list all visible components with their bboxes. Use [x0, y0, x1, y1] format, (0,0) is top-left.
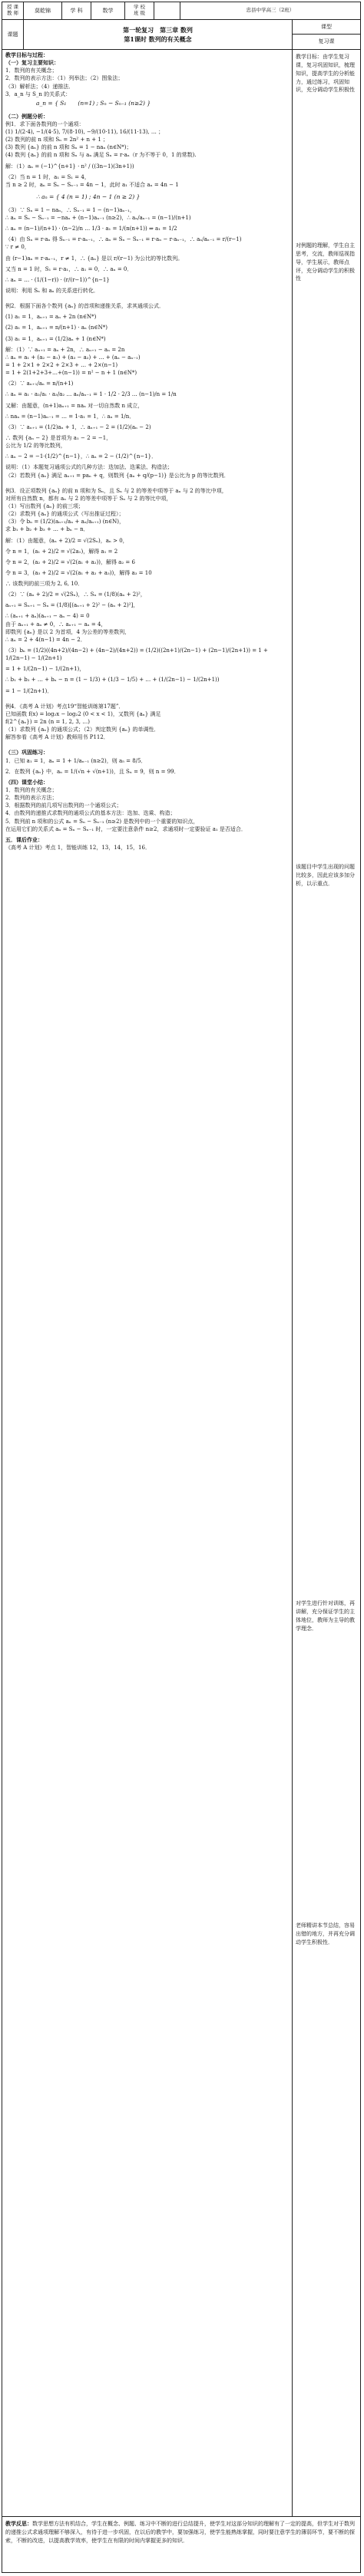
section-2-title: （二）例题分析：: [5, 112, 48, 120]
summary-item: 5．数列前 n 项和的公式 aₙ = Sₙ − Sₙ₋₁ (n≥2) 是数列中的一个重要的知识点，: [5, 818, 199, 825]
ex3-line: （2）求数列 {aₙ} 的通项公式（写出推证过程）；: [5, 511, 124, 518]
ex1-line: (3) 数列 {aₙ} 的前 n 项和 Sₙ = 1 − naₙ (n∈N*)；: [5, 144, 132, 151]
ex1-line: (4) 数列 {aₙ} 的前 n 项和 Sₙ 与 aₙ 满足 Sₙ = r·aₙ（r 为不等于 0，1 的常数).: [5, 152, 197, 159]
header-table: [2, 2, 360, 20]
subject-label: 学 科: [62, 2, 91, 19]
sol2-line: ∴ aₙ = a₁ + (a₂ − a₁) + (a₃ − a₂) + … + (aₙ − aₙ₋₁): [5, 354, 141, 361]
sol2-line: （3）∵ aₙ₊₁ = (1/2)aₙ + 1，∴ aₙ₊₁ − 2 = (1/2)(aₙ − 2): [5, 423, 151, 430]
example-4: [5, 703, 289, 742]
ex1-line: (2) 数列的前 n 项和 Sₙ = 2n² + n + 1 ；: [5, 137, 109, 143]
ex4-line: f(2^{aₙ}) = 2n (n = 1, 2, 3, …): [5, 719, 90, 726]
side-note: 对学生进行针对训练，再讲解，充分保证学生的主体地位，教师为主导的教学理念．: [296, 1600, 355, 1632]
sol1-line: 又当 n = 1 时，S₁ = r·a₁，∴ a₁ = 0，∴ aₙ = 0．: [5, 265, 133, 272]
goals-title: 教学目标与过程：: [5, 51, 48, 58]
lesson-type-value: 复习课: [318, 38, 335, 45]
reflection-text: 数学思想方法有机结合，学生在概念、例题、练习中不断的进行总结提升，使学生对这部分知识的理解有了一定的提高，但学生对于数列的递推公式求通项理解不够深入，有待于进一步巩固，在以后的教学中，要加强练习，使学生能熟练掌握，同时要注意学生的薄弱环节，要不断的探索，不断的改进，以提高教学效率，使学生在有限的时间内掌握更多的知识．: [5, 2521, 355, 2545]
sol3-line: = 1 − 1/(2n+1)．: [5, 687, 53, 694]
sol1-line: ∴ aₙ = { 4 (n = 1) ; 4n − 1 (n ≥ 2) }: [36, 193, 141, 200]
example-2: [5, 302, 289, 343]
sol2-line: 解：（1）∵ aₙ₊₁ = aₙ + 2n，∴ aₙ₊₁ − aₙ = 2n: [5, 346, 125, 353]
sol1-line: （4）由 Sₙ = r·aₙ 得 Sₙ₋₁ = r·aₙ₋₁，∴ aₙ = Sₙ − Sₙ₋₁ = r·aₙ − r·aₙ₋₁，∴ aₙ/aₙ₋₁ = r/(r−1): [5, 236, 242, 243]
ex3-line: 例3．设正项数列 {aₙ} 的前 n 项和为 Sₙ，且 Sₙ 与 2 的等差中项等于 aₙ 与 2 的等比中项，: [5, 487, 227, 494]
summary-list: [5, 786, 289, 833]
sol2-line: 说明：（1）本题复习通项公式的几种方法：迭加法、迭乘法、构造法；: [5, 464, 173, 471]
sol1-line: （3）∵ Sₙ = 1 − naₙ，∴ Sₙ₋₁ = 1 − (n−1)aₙ₋₁，: [5, 206, 135, 213]
summary-item: 2．数列的表示方法；: [5, 795, 58, 802]
solution-1: [5, 163, 289, 295]
ex2-line: 例2．根据下面各个数列 {aₙ} 的首项和递推关系，求其通项公式．: [5, 303, 165, 310]
ex2-line: (3) a₁ = 1，aₙ₊₁ = (1/2)aₙ + 1 (n∈N*): [5, 335, 106, 342]
sol3-line: 即数列 {aₙ} 是以 2 为首项，4 为公差的等差数列，: [5, 628, 131, 635]
sol3-line: 令 n = 2，(a₂ + 2)/2 = √(2(a₁ + a₂))，解得 a₂ = 6: [5, 558, 135, 565]
section-3-title: （三）巩固练习：: [5, 749, 48, 756]
lesson-title-line-1: 第一轮复习 第三章 数列: [123, 26, 193, 34]
lesson-type: [293, 20, 360, 49]
sol3-line: ∴ b₁ + b₂ + … + bₙ − n = (1 − 1/3) + (1/3 − 1/5) + … + (1/(2n−1) − 1/(2n+1)): [5, 677, 220, 684]
header-spacer: [154, 2, 180, 19]
sol2-line: 又解：由题意，(n+1)aₙ₊₁ = naₙ 对一切自然数 n 成立，: [5, 402, 144, 409]
ex3-line: 求 b₁ + b₂ + b₃ + … + bₙ − n．: [5, 526, 89, 533]
sol3-line: （3）bₙ = (1/2)((4n+2)/(4n−2) + (4n−2)/(4n+2)) = (1/2)((2n+1)/(2n−1) + (2n−1)/(2n+1)) = 1 + 1/(2n−1) − 1/(2n+1): [5, 647, 270, 662]
side-note: 老师精讲本节总结，容易出错的地方，并再充分调动学生积极性．: [296, 1922, 355, 1945]
reflection: [2, 2517, 360, 2548]
reflection-label: 教学反思：: [5, 2520, 32, 2527]
main-column: [2, 50, 293, 2516]
sol3-line: 由于 aₙ₊₁ + aₙ ≠ 0，∴ aₙ₊₁ − aₙ = 4，: [5, 621, 107, 628]
lesson-title-row: [2, 20, 360, 50]
sol3-line: 解：（1）由题意，(aₙ + 2)/2 = √(2Sₙ)，aₙ > 0，: [5, 537, 128, 544]
lesson-type-label: 课型: [293, 20, 360, 35]
section-1-title: （一）复习主要知识：: [5, 59, 59, 67]
school-value: 忠县中学高三（2班）: [246, 7, 295, 14]
ex2-line: (2) a₁ = 1，aₙ₊₁ = n/(n+1) · aₙ (n∈N*): [5, 324, 108, 331]
sol1-line: ∴ aₙ = Sₙ − Sₙ₋₁ = −naₙ + (n−1)aₙ₋₁ (n≥2)，∴ aₙ/aₙ₋₁ = (n−1)/(n+1): [5, 215, 191, 221]
sol2-line: = 1 + 2(1+2+3+…+(n−1)) = n² − n + 1 (n∈N*): [5, 370, 137, 377]
sol1-line: ∴ aₙ = … · (1/(1−r)) · (r/(r−1))^{n−1}: [5, 276, 110, 283]
sol2-line: ∴ aₙ − 2 = −1·(1/2)^{n−1}，∴ aₙ = 2 − (1/2)^{n−1}．: [5, 453, 157, 460]
ex4-line: 解答参看《高考 A 计划》教师用书 P112．: [5, 734, 109, 741]
sol2-line: （2）∵ aₙ₊₁/aₙ = n/(n+1): [5, 380, 74, 387]
ex4-line: 已知函数 f(x) = log₂x − log₂2 (0 < x < 1)，又数列 {aₙ} 满足: [5, 710, 161, 717]
sol3-line: aₙ₊₁ = Sₙ₊₁ − Sₙ = (1/8)[(aₙ₊₁ + 2)² − (aₙ + 2)²]，: [5, 602, 139, 609]
sol3-line: 令 n = 3，(a₃ + 2)/2 = √(2(a₁ + a₂ + a₃))，解得 a₃ = 10: [5, 569, 152, 576]
lesson-plan-sheet: [2, 2, 361, 2573]
sol1-line: ∴ aₙ = (n−1)/(n+1) · (n−2)/n … 1/3 · a₁ = 1/(n(n+1)) ⇒ a₁ = 1/2: [5, 226, 177, 232]
lesson-title: [24, 20, 293, 49]
homework-line: 《高考 A 计划》考点 1，智能训练 12，13，14，15，16．: [5, 845, 151, 851]
sol3-line: ∴ (aₙ₊₁ + aₙ)(aₙ₊₁ − aₙ − 4) = 0: [5, 613, 90, 620]
subject-value: 数学: [91, 2, 125, 19]
sol1-line: （2）当 n = 1 时，a₁ = S₁ = 4，: [5, 173, 90, 180]
solution-3: [5, 537, 289, 695]
s1-line: 2．数列的表示方法：（1）列举法；（2）图象法；: [5, 75, 124, 82]
sol3-line: ∴ 该数列的前三项为 2, 6, 10．: [5, 581, 84, 588]
sol3-line: 令 n = 1，(a₁ + 2)/2 = √(2a₁)，解得 a₁ = 2: [5, 548, 118, 555]
lesson-title-line-2: 第1课时 数列的有关概念: [124, 35, 192, 43]
section-1-list: [5, 67, 289, 107]
ex1-line: (1) 1/(2·4), −1/(4·5), 7/(8·10), −9/(10·11), 16/(11·13), … ；: [5, 129, 164, 135]
practice-item: 1．已知 a₁ = 1，aₙ = 1 + 1/aₙ₋₁ (n≥2)，则 a₅ = 8/5．: [5, 757, 147, 764]
s1-line: 3．a_n 与 S_n 的关系式：: [5, 91, 71, 97]
s1-line: 1．数列的有关概念；: [5, 68, 58, 74]
sol2-line: ∴ aₙ = a₁ · a₂/a₁ · a₃/a₂ … aₙ/aₙ₋₁ = 1 · 1/2 · 2/3 … (n−1)/n = 1/n: [5, 391, 177, 398]
solution-2: [5, 346, 289, 479]
sol2-line: ∴ 数列 {aₙ − 2} 是首项为 a₁ − 2 = −1，: [5, 434, 112, 441]
school-label: 学 校 班 级: [125, 2, 154, 19]
sol1-line: ∵ r ≠ 0，: [5, 244, 30, 251]
summary-item: 在运用它们的关系式 aₙ = Sₙ − Sₙ₋₁ 时，一定要注意条件 n≥2，求通项时一定要验证 a₁ 是否适合．: [5, 825, 247, 832]
summary-item: 3．根据数列的前几项写出数列的一个通项公式；: [5, 802, 122, 809]
example-1: [5, 120, 289, 160]
practice-item: 2．在数列 {aₙ} 中，aₙ = 1/(√n + √(n+1))，且 Sₙ = 9，则 n = 99．: [5, 768, 180, 775]
side-column: [293, 50, 360, 2516]
ex4-line: 例4．《高考 A 计划》考点19“智能训练第17题”．: [5, 703, 124, 710]
sol3-line: = 1 + 1/(2n−1) − 1/(2n+1)，: [5, 666, 85, 673]
section-5-title: 五．课后作业：: [5, 835, 43, 843]
sol1-line: 说明：利用 Sₙ 和 aₙ 的关系进行转化．: [5, 287, 99, 294]
ex1-line: 例1．求下面各数列的一个通项：: [5, 120, 84, 127]
example-3: [5, 487, 289, 534]
sol3-line: ∴ aₙ = 2 + 4(n−1) = 4n − 2．: [5, 636, 86, 643]
ex3-line: 对所有自然数 n，都有 aₙ 与 2 的等差中项等于 Sₙ 与 2 的等比中项，: [5, 495, 172, 502]
side-note: 教学目标：由学生复习课，复习巩固知识，梳理知识，提高学生的分析能力，通过练习，巩固知识，充分调动学生积极性: [296, 54, 355, 94]
ex2-line: (1) a₁ = 1，aₙ₊₁ = aₙ + 2n (n∈N*): [5, 314, 97, 321]
sol2-line: ∴ naₙ = (n−1)aₙ₋₁ = … = 1·a₁ = 1，∴ aₙ = 1/n．: [5, 413, 135, 420]
side-note: 该题目中学生出现的问题比较多，因此应该多加分析，以示重点．: [296, 864, 355, 887]
sol3-line: （2）∵ (aₙ + 2)/2 = √(2Sₙ)，∴ Sₙ = (1/8)(aₙ + 2)²，: [5, 591, 146, 598]
side-note: 对例题的理解，学生自主思考，交流，教师巡视指导，学生展示，教师点评，充分调动学生的积极性: [296, 242, 355, 282]
teacher-name: 莫乾锦: [24, 2, 62, 19]
topic-label: 课题: [2, 20, 24, 49]
summary-item: 4．由数列的递推式求数列的通项公式的基本方法：迭加、迭乘、构造；: [5, 810, 176, 817]
ex3-line: （1）写出数列 {aₙ} 的前三项；: [5, 502, 84, 509]
lesson-body: [2, 50, 360, 2517]
section-4-title: （四）课堂小结：: [5, 778, 48, 786]
an-sn-formula: a_n = { S₁ (n=1) ; Sₙ − Sₙ₋₁ (n≥2) }: [36, 99, 151, 107]
sol1-line: 由 (r−1)aₙ = r·aₙ₋₁，r ≠ 1，∴ {aₙ} 是以 r/(r−1) 为公比的等比数列。: [5, 255, 184, 262]
sol1-line: 解：（1）aₙ = (−1)^{n+1} · n² / ((3n−1)(3n+1)): [5, 163, 134, 170]
practice-list: [5, 757, 289, 776]
summary-item: 1．数列的有关概念；: [5, 787, 58, 794]
sol2-line: （2）若数列 {aₙ} 满足 aₙ₊₁ = paₙ + q，则数列 {aₙ + q/(p−1)} 是公比为 p 的等比数列．: [5, 472, 230, 479]
sol1-line: 当 n ≥ 2 时，aₙ = Sₙ − Sₙ₋₁ = 4n − 1，此时 a₁ 不适合 aₙ = 4n − 1: [5, 181, 179, 188]
ex4-line: （1）求数列 {aₙ} 的通项公式；（2）判定数列 {aₙ} 的单调性．: [5, 726, 160, 733]
s1-line: （3）解析法；（4）递推法．: [5, 83, 74, 90]
teacher-label: 授 课 教 师: [2, 2, 24, 19]
ex3-line: （3）令 bₙ = (1/2)(aₙ₊₁/aₙ + aₙ/aₙ₊₁) (n∈N)，: [5, 519, 125, 525]
sol2-line: = 1 + 2×1 + 2×2 + 2×3 + … + 2×(n−1): [5, 361, 118, 368]
sol2-line: 公比为 1/2 的等比数列，: [5, 443, 66, 450]
